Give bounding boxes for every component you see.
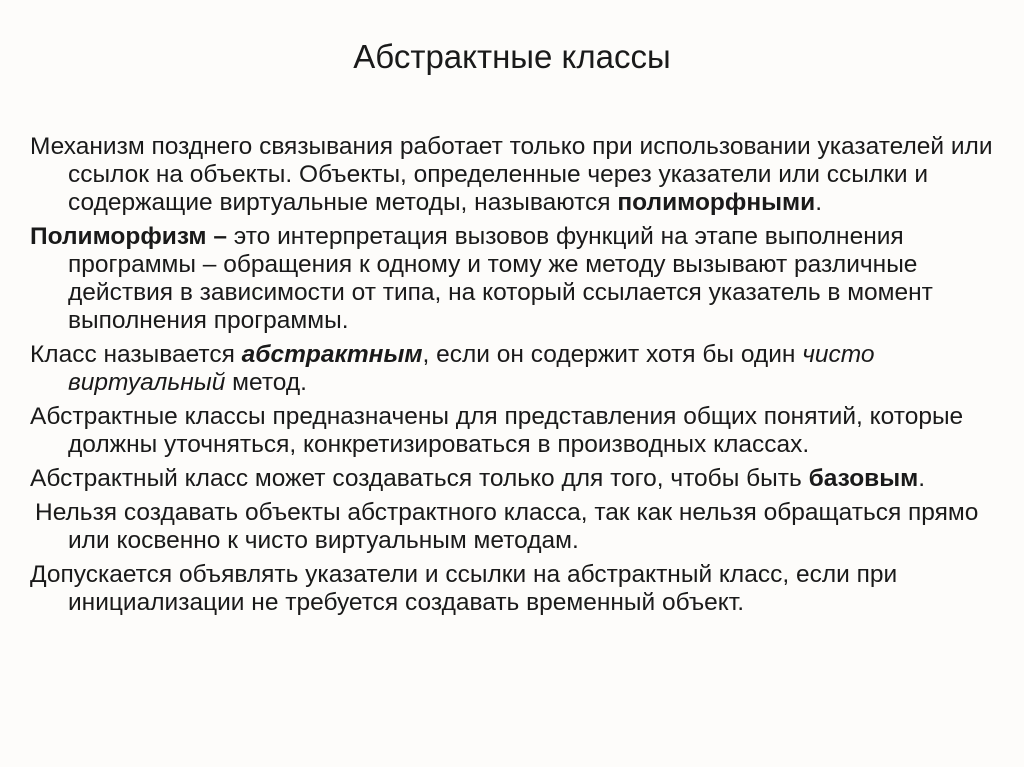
polymorphism-term: Полиморфизм –: [30, 223, 227, 250]
text-run: это интерпретация вызовов функций на этапе выполнения программы – обращения к одному и тому же методу вызывают различные действия в зависимости от типа, на который ссылается указатель в момент выполнения программы.: [68, 223, 933, 334]
pure-virtual-term: чисто виртуальный: [68, 341, 875, 396]
abstract-term: абстрактным: [241, 341, 423, 368]
text-run: Нельзя создавать объекты абстрактного класса, так как нельзя обращаться прямо или косвенно к чисто виртуальным методам.: [35, 499, 979, 554]
no-instances-paragraph: [30, 499, 1000, 555]
abstract-class-purpose-paragraph: [30, 403, 1000, 459]
text-run: метод.: [225, 369, 307, 396]
polymorphic-term: полиморфными: [617, 189, 816, 216]
polymorphism-paragraph: [30, 223, 1000, 335]
text-run: Допускается объявлять указатели и ссылки на абстрактный класс, если при инициализации не требуется создавать временный объект.: [30, 561, 898, 616]
text-run: , если он содержит хотя бы один: [422, 341, 803, 368]
slide-body: [30, 133, 1000, 623]
text-run: .: [918, 465, 926, 492]
text-run: Абстрактный класс может создаваться только для того, чтобы быть: [30, 465, 809, 492]
text-run: Механизм позднего связывания работает только при использовании указателей или ссылок на объекты. Объекты, определенные через указатели или ссылки и содержащие виртуальные методы, называются: [30, 133, 993, 216]
base-class-paragraph: [30, 465, 1000, 493]
text-run: Класс называется: [30, 341, 242, 368]
text-run: .: [815, 189, 823, 216]
text-run: Абстрактные классы предназначены для представления общих понятий, которые должны уточняться, конкретизироваться в производных классах.: [30, 403, 964, 458]
slide-title: Абстрактные классы: [353, 38, 671, 75]
late-binding-paragraph: [30, 133, 1000, 217]
pointers-allowed-paragraph: [30, 561, 1000, 617]
abstract-class-definition-paragraph: [30, 341, 1000, 397]
base-term: базовым: [808, 465, 919, 492]
